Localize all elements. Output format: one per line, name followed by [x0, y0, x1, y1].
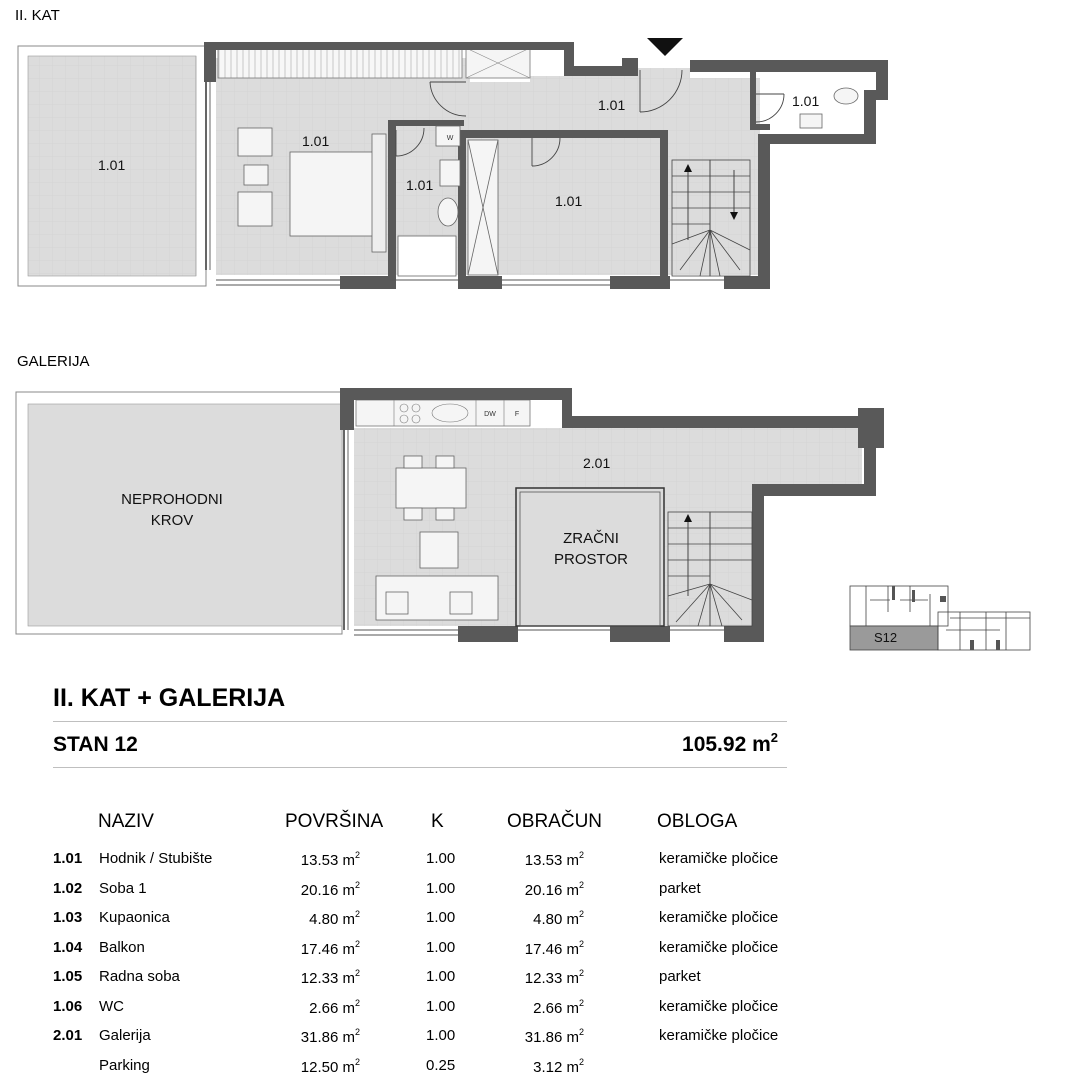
label-roof-line2: KROV — [150, 512, 194, 529]
label-balcony: 1.01 — [98, 157, 126, 173]
room-code: 1.03 — [53, 909, 83, 926]
col-header-naziv: NAZIV — [98, 811, 154, 832]
room-k: 0.25 — [426, 1057, 456, 1074]
room-area: 4.80 $m^2$ — [309, 909, 360, 928]
dining-table — [396, 468, 466, 508]
room-code: 1.02 — [53, 880, 83, 897]
room-calc: 31.86 $m^2$ — [524, 1027, 584, 1046]
room-finish: keramičke pločice — [659, 1027, 779, 1044]
room-calc: 12.33 $m^2$ — [524, 968, 584, 987]
fixture-f-label: F — [514, 411, 520, 418]
room-calc: 3.12 $m^2$ — [533, 1057, 584, 1076]
label-void-line2: PROSTOR — [554, 551, 628, 568]
divider-bottom — [53, 767, 787, 768]
room-name: Hodnik / Stubište — [99, 850, 213, 867]
page-title: II. KAT + GALERIJA — [53, 684, 286, 712]
room-calc: 2.66 $m^2$ — [533, 998, 584, 1017]
col-header-k: K — [431, 811, 444, 832]
label-bathroom: 1.01 — [406, 177, 434, 193]
label-roof-line1: NEPROHODNI — [121, 491, 223, 508]
room-area: 13.53 $m^2$ — [300, 850, 360, 869]
room-calc: 13.53 $m^2$ — [524, 850, 584, 869]
entry-arrow — [647, 38, 683, 56]
room-code: 2.01 — [53, 1027, 83, 1044]
col-header-obloga: OBLOGA — [657, 811, 738, 832]
room-k: 1.00 — [426, 1027, 456, 1044]
room-name: Soba 1 — [99, 880, 147, 897]
col-header-povrsina: POVRŠINA — [285, 811, 384, 832]
room-code: 1.01 — [53, 850, 83, 867]
room-finish: keramičke pločice — [659, 998, 779, 1015]
room-area: 2.66 $m^2$ — [309, 998, 360, 1017]
label-wc: 1.01 — [792, 93, 820, 109]
unit-name: STAN 12 — [53, 733, 138, 756]
fixture-dw-label: DW — [484, 411, 496, 418]
fixture-w-label: W — [446, 135, 454, 142]
room-area: 12.50 $m^2$ — [300, 1057, 360, 1076]
room-name: Kupaonica — [99, 909, 170, 926]
room-area: 12.33 $m^2$ — [300, 968, 360, 987]
room-finish: parket — [659, 880, 701, 897]
room-area: 17.46 $m^2$ — [300, 939, 360, 958]
room-k: 1.00 — [426, 909, 456, 926]
room-k: 1.00 — [426, 968, 456, 985]
label-office: 1.01 — [555, 193, 583, 209]
label-hall: 1.01 — [598, 97, 626, 113]
room-finish: parket — [659, 968, 701, 985]
bed — [290, 152, 384, 236]
room-name: Parking — [99, 1057, 150, 1074]
coffee-table — [420, 532, 458, 568]
floor-label-lower: GALERIJA — [17, 353, 90, 370]
room-k: 1.00 — [426, 939, 456, 956]
room-code: 1.06 — [53, 998, 83, 1015]
room-area: 31.86 $m^2$ — [300, 1027, 360, 1046]
upper-floor-plan — [18, 38, 888, 289]
label-void-line1: ZRAČNI — [563, 530, 619, 547]
room-code: 1.05 — [53, 968, 83, 985]
divider-top — [53, 721, 787, 722]
room-name: WC — [99, 998, 124, 1015]
room-k: 1.00 — [426, 998, 456, 1015]
lower-floor-plan — [16, 388, 884, 642]
room-calc: 20.16 $m^2$ — [524, 880, 584, 899]
room-calc: 17.46 $m^2$ — [524, 939, 584, 958]
col-header-obracun: OBRAČUN — [507, 811, 603, 832]
room-k: 1.00 — [426, 880, 456, 897]
label-bedroom: 1.01 — [302, 133, 330, 149]
unit-area: 105.92 $m^2$ — [682, 730, 778, 756]
room-finish: keramičke pločice — [659, 850, 779, 867]
room-finish: keramičke pločice — [659, 939, 779, 956]
room-code: 1.04 — [53, 939, 83, 956]
room-name: Galerija — [99, 1027, 151, 1044]
room-finish: keramičke pločice — [659, 909, 779, 926]
room-name: Balkon — [99, 939, 145, 956]
room-area: 20.16 $m^2$ — [300, 880, 360, 899]
wardrobe — [218, 48, 462, 78]
room-k: 1.00 — [426, 850, 456, 867]
room-name: Radna soba — [99, 968, 180, 985]
keyplan-label: S12 — [874, 630, 898, 645]
floor-label-upper: II. KAT — [15, 7, 60, 24]
label-galerija: 2.01 — [583, 455, 611, 471]
room-calc: 4.80 $m^2$ — [533, 909, 584, 928]
